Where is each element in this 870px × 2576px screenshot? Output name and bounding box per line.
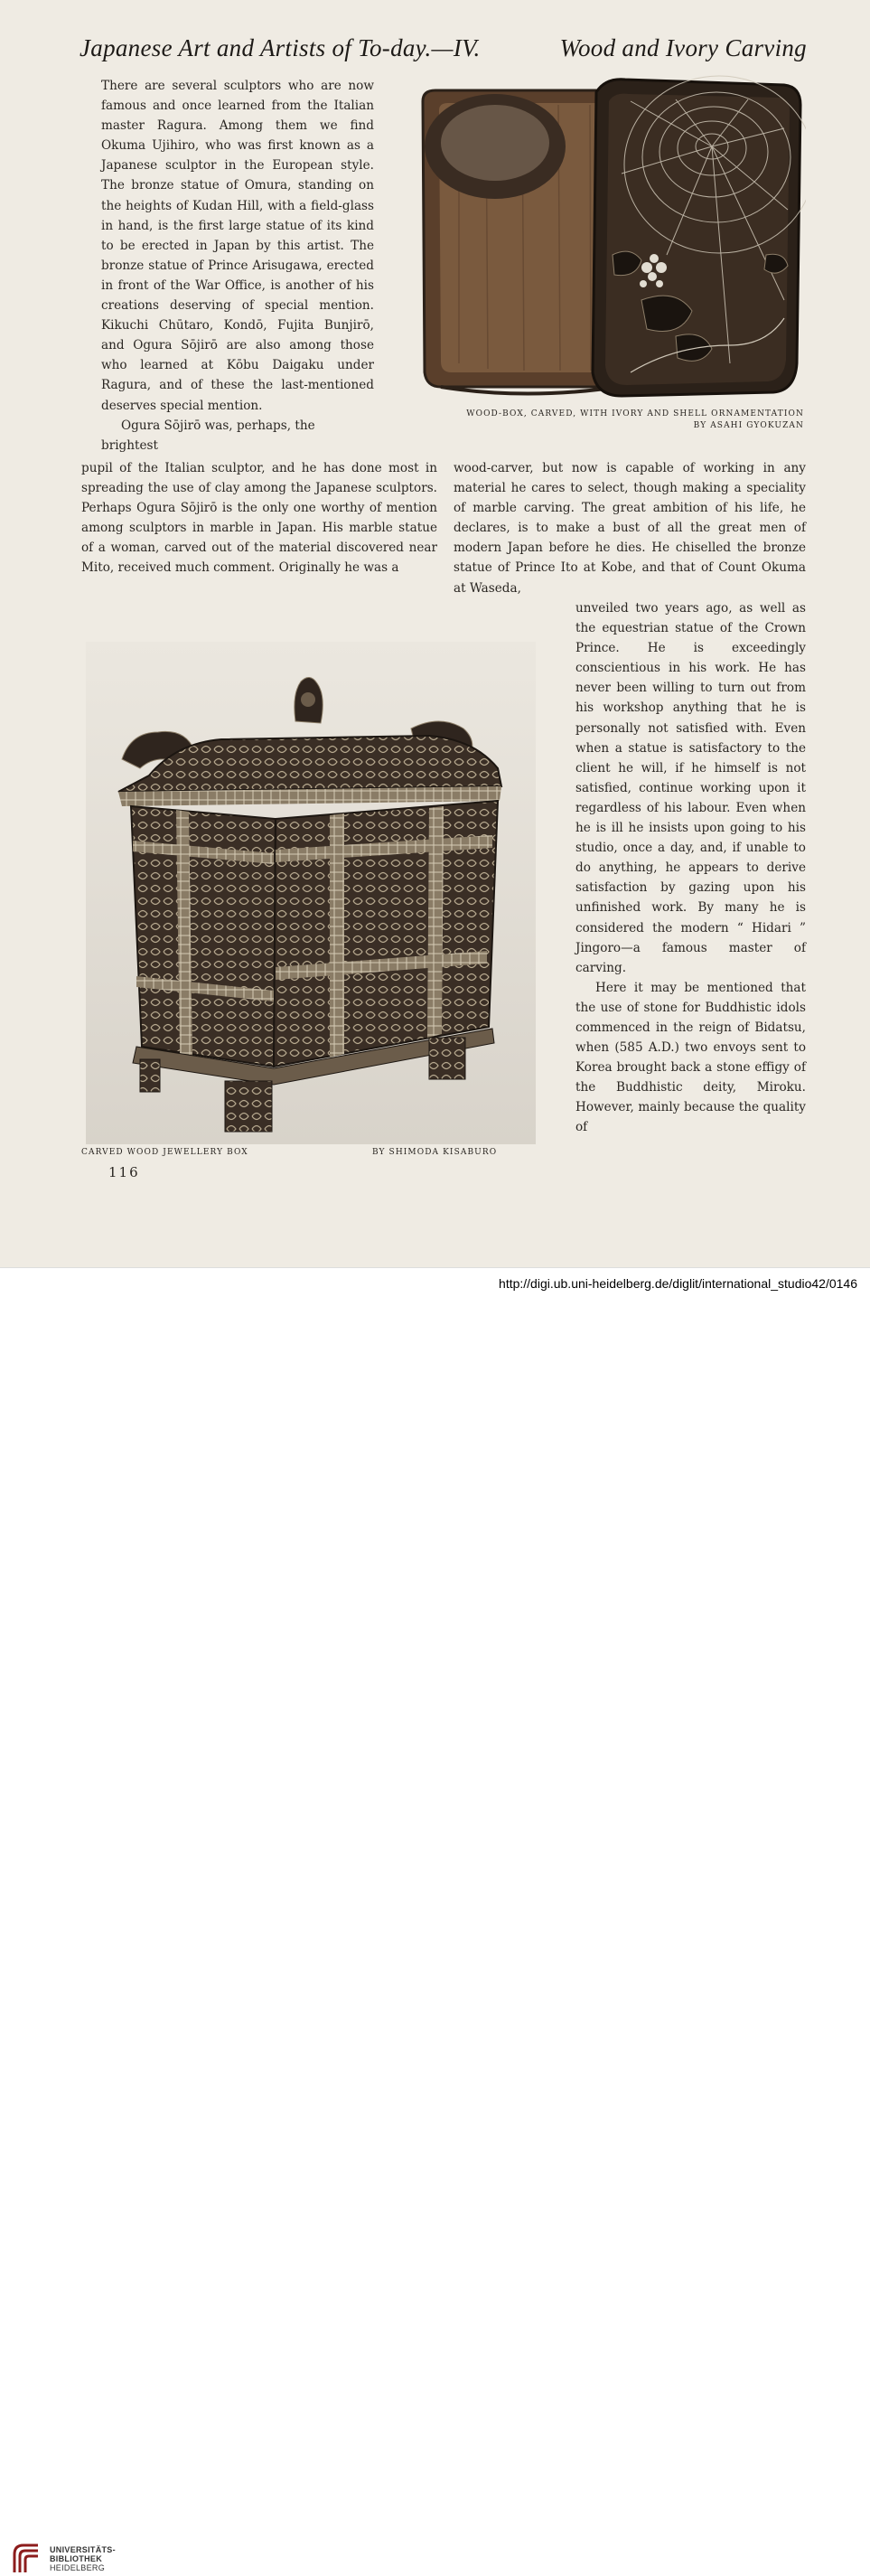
caption-line: WOOD-BOX, CARVED, WITH IVORY AND SHELL ORNAMENTATION [466,409,804,418]
paragraph: wood-carver, but now is capable of working in any material he cares to select, though making a speciality of marble carving. The great ambition of his life, he declares, is to make a bust of all the great men of modern Japan before he dies. He chiselled the bronze statue of Prince Ito at Kobe, and that of Count Okuma at Waseda, [454,461,806,596]
plate-wood-box-photo [405,74,806,403]
heidelberg-library-logo-icon [9,2542,43,2576]
running-head-subject: Wood and Ivory Carving [559,34,807,61]
scanned-page [0,0,870,1267]
library-name [50,2545,116,2572]
plate-caption-bottom-right: BY SHIMODA KISABURO [372,1148,498,1157]
paragraph: pupil of the Italian sculptor, and he has done most in spreading the use of clay among the Japanese sculptors. Perhaps Ogura Sōjirō is the only one worthy of mention among sculptors in marble in Japan. His marble statue of a woman, carved out of the material discovered near Mito, received much comment. Originally he was a [81,461,437,576]
paragraph: Here it may be mentioned that the use of stone for Buddhistic idols commenced in the reign of Bidatsu, when (585 A.D.) two envoys sent to Korea brought back a stone effigy of the Buddhistic deity, Miroku. However, mainly because the quality of [575,980,806,1135]
library-name-line: UNIVERSITÄTS- [50,2545,116,2554]
page-number: 116 [108,1164,140,1180]
paragraph: Ogura Sōjirō was, perhaps, the brightest [101,418,315,453]
text-column-mid-left [81,458,437,578]
caption-line: BY ASAHI GYOKUZAN [693,421,804,430]
plate-caption-top [414,409,804,432]
library-name-line: HEIDELBERG [50,2563,106,2572]
text-column-top-left [101,76,374,456]
plate-caption-bottom-left: CARVED WOOD JEWELLERY BOX [81,1148,248,1157]
source-url-link[interactable]: http://digi.ub.uni-heidelberg.de/diglit/international_studio42/0146 [499,1276,857,1291]
text-column-mid-right [454,458,806,598]
running-head [80,34,807,62]
library-name-line: BIBLIOTHEK [50,2554,102,2563]
paragraph: There are several sculptors who are now famous and once learned from the Italian master Ragura. Among them we find Okuma Ujihiro, who was first known as a Japanese sculptor in the European style. The bronze statue of Omura, standing on the heights of Kudan Hill, with a field-glass in hand, is the first large statue of its kind to be erected in Japan by this artist. The bronze statue of Prince Arisugawa, erected in front of the War Office, is another of his creations deserving of special mention. Kikuchi Chūtaro, Kondō, Fujita Bunjirō, and Ogura Sōjirō are also among those who learned at Kōbu Daigaku under Ragura, and of these the last-mentioned deserves special mention. [101,79,374,413]
paragraph: unveiled two years ago, as well as the equestrian statue of the Crown Prince. He is exceedingly conscientious in his work. He has never been willing to turn out from his workshop anything that he is personally not satisfied with. Even when a statue is satisfactory to the client he will, if he himself is not satisfied, continue working upon it regardless of his labour. Even when he is ill he insists upon going to his studio, once a day, and, if unable to do anything, he appears to derive satisfaction by gazing upon his unfinished work. By many he is considered the modern “ Hidari ” Jingoro—a famous master of carving. [575,601,806,975]
text-column-bottom-right [575,598,806,1138]
running-head-title: Japanese Art and Artists of To-day.—IV. [80,34,481,61]
plate-jewellery-box-photo [86,642,536,1144]
